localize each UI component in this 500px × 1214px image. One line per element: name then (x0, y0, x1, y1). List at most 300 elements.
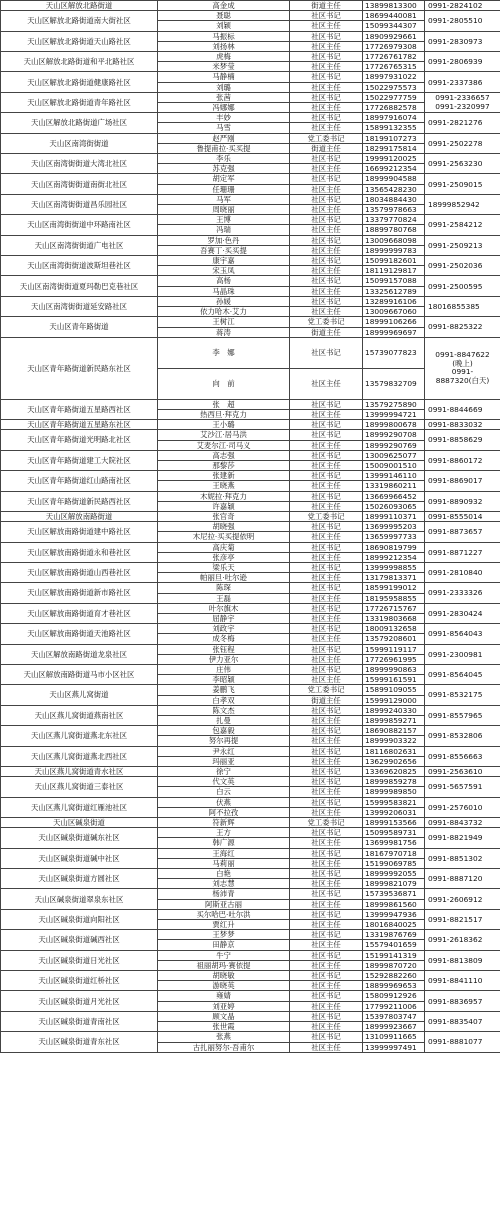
person-name-cell: 马雪 (158, 123, 290, 133)
person-name-cell: 宋玉凤 (158, 266, 290, 276)
person-name-cell: 苏克强 (158, 164, 290, 174)
office-phone-cell: 0991-2810840 (425, 562, 500, 582)
person-name-cell: 田静京 (158, 940, 290, 950)
table-row (1, 848, 500, 858)
person-name-cell: 李昭颖 (158, 675, 290, 685)
unit-name-cell: 天山区南湾街街道广电社区 (1, 235, 158, 255)
office-phone-cell: 0991-8873657 (425, 522, 500, 542)
mobile-phone-cell: 13999998855 (363, 562, 425, 572)
person-name-cell: 白孝双 (158, 695, 290, 705)
table-row (1, 828, 500, 838)
person-name-cell: 高金成 (158, 1, 290, 11)
table-row (1, 133, 500, 143)
mobile-phone-cell: 13319876769 (363, 930, 425, 940)
role-cell: 社区书记 (290, 991, 363, 1001)
person-name-cell: 古扎丽努尔·吾甫尔 (158, 1042, 290, 1052)
person-name-cell: 牛宁 (158, 950, 290, 960)
mobile-phone-cell: 13179813371 (363, 573, 425, 583)
table-row (1, 542, 500, 552)
mobile-phone-cell: 17799211006 (363, 1001, 425, 1011)
person-name-cell: 祖丽胡玛·赛依提 (158, 960, 290, 970)
table-row (1, 52, 500, 62)
unit-name-cell: 天山区解放南路街道山西巷社区 (1, 562, 158, 582)
mobile-phone-cell: 18999800678 (363, 420, 425, 430)
table-row (1, 797, 500, 807)
mobile-phone-cell: 18016840025 (363, 920, 425, 930)
role-cell: 社区书记 (290, 174, 363, 184)
person-name-cell: 胡晓强 (158, 522, 290, 532)
person-name-cell: 游晓英 (158, 981, 290, 991)
role-cell: 社区主任 (290, 184, 363, 194)
unit-name-cell: 天山区南湾街街道中环路南社区 (1, 215, 158, 235)
person-name-cell: 成冬梅 (158, 634, 290, 644)
unit-name-cell: 天山区碱泉街道月光社区 (1, 991, 158, 1011)
mobile-phone-cell: 13325612789 (363, 286, 425, 296)
mobile-phone-cell: 15397803747 (363, 1011, 425, 1021)
person-name-cell: 陈琛 (158, 583, 290, 593)
mobile-phone-cell: 18999859271 (363, 716, 425, 726)
unit-name-cell: 天山区燕儿窝街道燕北东社区 (1, 726, 158, 746)
role-cell: 社区主任 (290, 501, 363, 511)
role-cell: 党工委书记 (290, 511, 363, 521)
table-row (1, 603, 500, 613)
table-row (1, 511, 500, 521)
mobile-phone-cell: 16699212354 (363, 164, 425, 174)
person-name-cell: 马静楠 (158, 72, 290, 82)
person-name-cell: 代文英 (158, 777, 290, 787)
office-phone-cell: 0991-8841110 (425, 971, 500, 991)
mobile-phone-cell: 15022975573 (363, 82, 425, 92)
table-row (1, 399, 500, 409)
mobile-phone-cell: 13579978663 (363, 205, 425, 215)
person-name-cell: 赵严刚 (158, 133, 290, 143)
mobile-phone-cell: 18899969653 (363, 981, 425, 991)
role-cell: 社区主任 (290, 736, 363, 746)
person-name-cell: 王博 (158, 215, 290, 225)
office-phone-cell: 0991-2300981 (425, 644, 500, 664)
mobile-phone-cell: 18999110371 (363, 511, 425, 521)
mobile-phone-cell: 15292882260 (363, 971, 425, 981)
person-name-cell: 木妮拉·拜克力 (158, 491, 290, 501)
person-name-cell: 韩广源 (158, 838, 290, 848)
contact-table-body (1, 1, 500, 1053)
person-name-cell: 冯娜娜 (158, 103, 290, 113)
table-row (1, 624, 500, 634)
role-cell: 社区主任 (290, 41, 363, 51)
mobile-phone-cell: 13109911665 (363, 1032, 425, 1042)
unit-name-cell: 天山区青年路街道五星路西社区 (1, 399, 158, 419)
unit-name-cell: 天山区燕儿窝街道燕南社区 (1, 705, 158, 725)
role-cell: 社区书记 (290, 1011, 363, 1021)
mobile-phone-cell: 13565428230 (363, 184, 425, 194)
person-name-cell: 许嘉颖 (158, 501, 290, 511)
office-phone-cell: 0991-8564045 (425, 664, 500, 684)
unit-name-cell: 天山区南湾街街道延安路社区 (1, 296, 158, 316)
role-cell: 街道主任 (290, 143, 363, 153)
office-phone-cell: 0991-2333326 (425, 583, 500, 603)
mobile-phone-cell: 15199141319 (363, 950, 425, 960)
unit-name-cell: 天山区青年路街道 (1, 317, 158, 337)
unit-name-cell: 天山区南湾街街道波斯坦巷社区 (1, 256, 158, 276)
table-row (1, 11, 500, 21)
office-phone-cell: 0991-2502036 (425, 256, 500, 276)
mobile-phone-cell: 18999212354 (363, 552, 425, 562)
person-name-cell: 王晓燕 (158, 481, 290, 491)
role-cell: 社区主任 (290, 266, 363, 276)
mobile-phone-cell: 15899109055 (363, 685, 425, 695)
role-cell: 社区书记 (290, 828, 363, 838)
mobile-phone-cell: 13999146110 (363, 471, 425, 481)
office-phone-cell: 0991-2824102 (425, 1, 500, 11)
office-phone-cell: 0991-8564043 (425, 624, 500, 644)
unit-name-cell: 天山区青年路街道五星路东社区 (1, 420, 158, 430)
mobile-phone-cell: 18999999783 (363, 245, 425, 255)
table-row (1, 685, 500, 695)
person-name-cell: 张钰程 (158, 644, 290, 654)
office-phone-cell: 0991-8825322 (425, 317, 500, 337)
role-cell: 社区主任 (290, 807, 363, 817)
unit-name-cell: 天山区碱泉街道日光社区 (1, 950, 158, 970)
role-cell: 社区书记 (290, 767, 363, 777)
person-name-cell: 向 前 (158, 368, 290, 399)
person-name-cell: 吾赛丁·买买提 (158, 245, 290, 255)
unit-name-cell: 天山区解放北路街道和平北路社区 (1, 52, 158, 72)
mobile-phone-cell: 18999989850 (363, 787, 425, 797)
role-cell: 社区书记 (290, 113, 363, 123)
role-cell: 社区主任 (290, 787, 363, 797)
person-name-cell: 王磊 (158, 593, 290, 603)
unit-name-cell: 天山区青年路街道光明路北社区 (1, 430, 158, 450)
role-cell: 社区书记 (290, 31, 363, 41)
person-name-cell: 张世霞 (158, 1022, 290, 1032)
unit-name-cell: 天山区南湾街街道大湾北社区 (1, 154, 158, 174)
mobile-phone-cell: 13579208601 (363, 634, 425, 644)
unit-name-cell: 天山区解放北路街道青年路社区 (1, 92, 158, 112)
person-name-cell: 王小璐 (158, 420, 290, 430)
office-phone-cell: 0991-2805510 (425, 11, 500, 31)
role-cell: 社区书记 (290, 276, 363, 286)
office-phone-cell: 0991-2830973 (425, 31, 500, 51)
table-row (1, 644, 500, 654)
mobile-phone-cell: 13999997491 (363, 1042, 425, 1052)
person-name-cell: 符新辉 (158, 818, 290, 828)
person-name-cell: 马军 (158, 194, 290, 204)
mobile-phone-cell: 13999994721 (363, 409, 425, 419)
table-row (1, 317, 500, 327)
role-cell: 社区主任 (290, 613, 363, 623)
person-name-cell: 顾文晶 (158, 1011, 290, 1021)
unit-name-cell: 天山区碱泉街道方圆社区 (1, 869, 158, 889)
role-cell: 社区主任 (290, 307, 363, 317)
role-cell: 社区书记 (290, 583, 363, 593)
table-row (1, 113, 500, 123)
mobile-phone-cell: 15199069785 (363, 858, 425, 868)
mobile-phone-cell: 17726979308 (363, 41, 425, 51)
role-cell: 社区书记 (290, 777, 363, 787)
person-name-cell: 聂聪 (158, 11, 290, 21)
role-cell: 社区主任 (290, 103, 363, 113)
office-phone-cell: 0991-2584212 (425, 215, 500, 235)
unit-name-cell: 天山区解放南路街道建中路社区 (1, 522, 158, 542)
role-cell: 社区书记 (290, 154, 363, 164)
mobile-phone-cell: 15739077823 (363, 337, 425, 368)
role-cell: 社区书记 (290, 235, 363, 245)
mobile-phone-cell: 15026093065 (363, 501, 425, 511)
person-name-cell: 叶尔旗木 (158, 603, 290, 613)
person-name-cell: 陈文杰 (158, 705, 290, 715)
table-row (1, 72, 500, 82)
mobile-phone-cell: 18119129817 (363, 266, 425, 276)
mobile-phone-cell: 18999290708 (363, 430, 425, 440)
mobile-phone-cell: 18999904588 (363, 174, 425, 184)
role-cell: 社区书记 (290, 72, 363, 82)
office-phone-cell: 0991-8890932 (425, 491, 500, 511)
role-cell: 社区书记 (290, 92, 363, 102)
mobile-phone-cell: 17726715767 (363, 603, 425, 613)
office-phone-cell: 0991-8821517 (425, 909, 500, 929)
role-cell: 社区书记 (290, 491, 363, 501)
role-cell: 社区书记 (290, 11, 363, 21)
mobile-phone-cell: 13009668098 (363, 235, 425, 245)
mobile-phone-cell: 13899813300 (363, 1, 425, 11)
role-cell: 社区主任 (290, 899, 363, 909)
mobile-phone-cell: 15099157088 (363, 276, 425, 286)
person-name-cell: 依力哈木·艾力 (158, 307, 290, 317)
role-cell: 党工委书记 (290, 818, 363, 828)
person-name-cell: 马莉丽 (158, 858, 290, 868)
office-phone-cell: 0991-2606912 (425, 889, 500, 909)
mobile-phone-cell: 18195958855 (363, 593, 425, 603)
unit-name-cell: 天山区青年路街道建工大院社区 (1, 450, 158, 470)
mobile-phone-cell: 18999969697 (363, 327, 425, 337)
table-row (1, 276, 500, 286)
role-cell: 街道主任 (290, 1, 363, 11)
office-phone-cell: 0991-8851302 (425, 848, 500, 868)
role-cell: 社区主任 (290, 82, 363, 92)
person-name-cell: 买尔哈巴·吐尔洪 (158, 909, 290, 919)
office-phone-cell: 0991-2337386 (425, 72, 500, 92)
role-cell: 社区主任 (290, 573, 363, 583)
role-cell: 社区主任 (290, 532, 363, 542)
person-name-cell: 刘璐 (158, 82, 290, 92)
office-phone-cell: 0991-8821949 (425, 828, 500, 848)
office-phone-cell: 0991-8556663 (425, 746, 500, 766)
person-name-cell: 艾沙江·居马洪 (158, 430, 290, 440)
office-phone-cell: 0991-2509213 (425, 235, 500, 255)
person-name-cell: 张燕 (158, 1032, 290, 1042)
role-cell: 社区书记 (290, 603, 363, 613)
person-name-cell: 帕丽旦·吐尔逊 (158, 573, 290, 583)
table-row (1, 337, 500, 368)
person-name-cell: 伏燕 (158, 797, 290, 807)
office-phone-cell: 0991-8836957 (425, 991, 500, 1011)
mobile-phone-cell: 18999992055 (363, 869, 425, 879)
table-row (1, 705, 500, 715)
mobile-phone-cell: 18999821079 (363, 879, 425, 889)
person-name-cell: 胡定军 (158, 174, 290, 184)
mobile-phone-cell: 18599199012 (363, 583, 425, 593)
mobile-phone-cell: 18999859278 (363, 777, 425, 787)
office-phone-cell: 0991-2563610 (425, 767, 500, 777)
person-name-cell: 高志强 (158, 450, 290, 460)
mobile-phone-cell: 18999861560 (363, 899, 425, 909)
mobile-phone-cell: 15999583821 (363, 797, 425, 807)
unit-name-cell: 天山区碱泉街道翠泉东社区 (1, 889, 158, 909)
unit-name-cell: 天山区解放北路街道健康路社区 (1, 72, 158, 92)
role-cell: 社区主任 (290, 164, 363, 174)
unit-name-cell: 天山区碱泉街道 (1, 818, 158, 828)
person-name-cell: 尹永红 (158, 746, 290, 756)
role-cell: 社区主任 (290, 1022, 363, 1032)
role-cell: 社区主任 (290, 716, 363, 726)
table-row (1, 235, 500, 245)
person-name-cell: 米梦莹 (158, 62, 290, 72)
office-phone-cell: 0991-2500595 (425, 276, 500, 296)
mobile-phone-cell: 18009132658 (363, 624, 425, 634)
role-cell: 社区书记 (290, 1032, 363, 1042)
person-name-cell: 李 娜 (158, 337, 290, 368)
mobile-phone-cell: 13289916106 (363, 296, 425, 306)
role-cell: 社区书记 (290, 337, 363, 368)
person-name-cell: 王梦梦 (158, 930, 290, 940)
person-name-cell: 王方 (158, 828, 290, 838)
mobile-phone-cell: 18999990863 (363, 664, 425, 674)
table-row (1, 420, 500, 430)
unit-name-cell: 天山区南湾街街道夏玛勒巴克巷社区 (1, 276, 158, 296)
role-cell: 社区主任 (290, 552, 363, 562)
person-name-cell: 丰妙 (158, 113, 290, 123)
person-name-cell: 李乐 (158, 154, 290, 164)
table-row (1, 869, 500, 879)
table-row (1, 215, 500, 225)
role-cell: 社区书记 (290, 746, 363, 756)
person-name-cell: 木尼拉·买买提依明 (158, 532, 290, 542)
office-phone-cell: 0991-8555014 (425, 511, 500, 521)
office-phone-cell: 18999852942 (425, 194, 500, 214)
table-row (1, 746, 500, 756)
mobile-phone-cell: 13999206031 (363, 807, 425, 817)
mobile-phone-cell: 18999923667 (363, 1022, 425, 1032)
mobile-phone-cell: 15809912926 (363, 991, 425, 1001)
unit-name-cell: 天山区碱泉街道向阳社区 (1, 909, 158, 929)
mobile-phone-cell: 18999106266 (363, 317, 425, 327)
role-cell: 社区书记 (290, 522, 363, 532)
mobile-phone-cell: 13669966452 (363, 491, 425, 501)
mobile-phone-cell: 15099344307 (363, 21, 425, 31)
office-phone-cell: 0991-8844669 (425, 399, 500, 419)
person-name-cell: 鲁提甫拉·买买提 (158, 143, 290, 153)
table-row (1, 971, 500, 981)
role-cell: 社区主任 (290, 481, 363, 491)
table-row (1, 1032, 500, 1042)
unit-name-cell: 天山区解放南路街道马市小区社区 (1, 664, 158, 684)
person-name-cell: 姜鹏飞 (158, 685, 290, 695)
role-cell: 社区书记 (290, 889, 363, 899)
mobile-phone-cell: 19999120025 (363, 154, 425, 164)
mobile-phone-cell: 18690882157 (363, 726, 425, 736)
person-name-cell: 包嘉毅 (158, 726, 290, 736)
role-cell: 社区主任 (290, 858, 363, 868)
table-row (1, 950, 500, 960)
unit-name-cell: 天山区解放北路街道南大街社区 (1, 11, 158, 31)
role-cell: 社区主任 (290, 286, 363, 296)
role-cell: 社区书记 (290, 848, 363, 858)
mobile-phone-cell: 15999119117 (363, 644, 425, 654)
unit-name-cell: 天山区燕儿窝街道燕北西社区 (1, 746, 158, 766)
table-row (1, 1011, 500, 1021)
mobile-phone-cell: 18690819799 (363, 542, 425, 552)
unit-name-cell: 天山区青年路街道红山路南社区 (1, 471, 158, 491)
person-name-cell: 阿斯亚古丽 (158, 899, 290, 909)
office-phone-cell: 0991-8871227 (425, 542, 500, 562)
person-name-cell: 刘颖 (158, 21, 290, 31)
role-cell: 社区主任 (290, 920, 363, 930)
mobile-phone-cell: 17726765315 (363, 62, 425, 72)
person-name-cell: 刘志慧 (158, 879, 290, 889)
office-phone-cell: 0991-8813809 (425, 950, 500, 970)
mobile-phone-cell: 15099589731 (363, 828, 425, 838)
unit-name-cell: 天山区解放南路街道育才巷社区 (1, 603, 158, 623)
role-cell: 社区主任 (290, 440, 363, 450)
person-name-cell: 马晶珠 (158, 286, 290, 296)
unit-name-cell: 天山区解放南路街道永和巷社区 (1, 542, 158, 562)
mobile-phone-cell: 13009667060 (363, 307, 425, 317)
role-cell: 社区主任 (290, 756, 363, 766)
mobile-phone-cell: 13999947936 (363, 909, 425, 919)
table-row (1, 174, 500, 184)
mobile-phone-cell: 15009001510 (363, 460, 425, 470)
office-phone-cell: 0991-2336657 0991-2320997 (425, 92, 500, 112)
mobile-phone-cell: 15099182601 (363, 256, 425, 266)
unit-name-cell: 天山区解放南路街道新市路社区 (1, 583, 158, 603)
office-phone-cell: 0991-8843732 (425, 818, 500, 828)
person-name-cell: 雍婧 (158, 991, 290, 1001)
mobile-phone-cell: 18999290769 (363, 440, 425, 450)
mobile-phone-cell: 15739536871 (363, 889, 425, 899)
person-name-cell: 周晓丽 (158, 205, 290, 215)
person-name-cell: 王海红 (158, 848, 290, 858)
person-name-cell: 张茜 (158, 92, 290, 102)
person-name-cell: 庄伟 (158, 664, 290, 674)
person-name-cell: 热西旦·拜克力 (158, 409, 290, 419)
role-cell: 社区主任 (290, 879, 363, 889)
unit-name-cell: 天山区南湾街街道昌乐园社区 (1, 194, 158, 214)
mobile-phone-cell: 15999129000 (363, 695, 425, 705)
unit-name-cell: 天山区青年路街道新民路东社区 (1, 337, 158, 399)
unit-name-cell: 天山区燕儿窝街道青水社区 (1, 767, 158, 777)
unit-name-cell: 天山区燕儿窝街道三泰社区 (1, 777, 158, 797)
role-cell: 社区书记 (290, 471, 363, 481)
office-phone-cell: 0991-2509015 (425, 174, 500, 194)
role-cell: 社区主任 (290, 460, 363, 470)
table-row (1, 31, 500, 41)
role-cell: 社区主任 (290, 634, 363, 644)
table-row (1, 583, 500, 593)
person-name-cell: 屈静宇 (158, 613, 290, 623)
mobile-phone-cell: 18997916074 (363, 113, 425, 123)
role-cell: 社区书记 (290, 215, 363, 225)
mobile-phone-cell: 15999161591 (363, 675, 425, 685)
person-name-cell: 孙媛 (158, 296, 290, 306)
unit-name-cell: 天山区解放北路街道 (1, 1, 158, 11)
unit-name-cell: 天山区解放南路街道天池路社区 (1, 624, 158, 644)
mobile-phone-cell: 18999870720 (363, 960, 425, 970)
role-cell: 社区书记 (290, 430, 363, 440)
unit-name-cell: 天山区碱泉街道青南社区 (1, 1011, 158, 1031)
role-cell: 社区主任 (290, 940, 363, 950)
table-row (1, 909, 500, 919)
person-name-cell: 努尔再提 (158, 736, 290, 746)
